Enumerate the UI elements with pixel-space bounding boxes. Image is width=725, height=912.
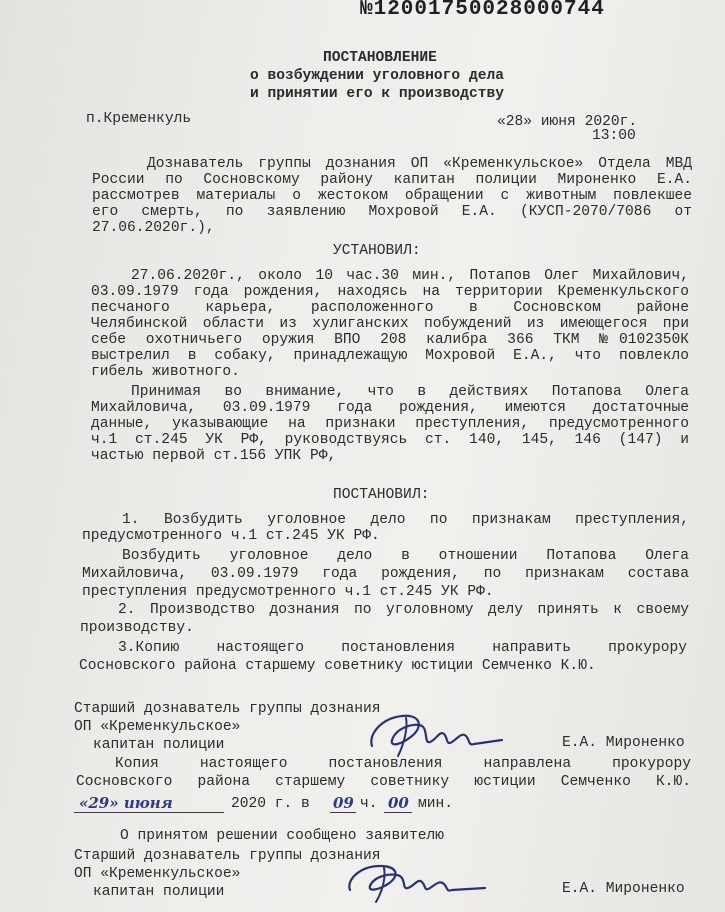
copy-hour-underline bbox=[330, 812, 356, 813]
resolved-line: 1. Возбудить уголовное дело по признакам преступления, bbox=[122, 512, 689, 528]
established-line: 03.09.1979 года рождения, находясь на территории Кременкульского bbox=[91, 284, 689, 300]
document-subtitle-1: о возбуждении уголовного дела bbox=[250, 68, 504, 84]
copy-note-line: Сосновского района старшему советнику юстиции Семченко К.Ю. bbox=[76, 774, 691, 790]
established-line: 27.06.2020г., около 10 час.30 мин., Потапов Олег Михайлович, bbox=[131, 268, 689, 284]
established-line: песчаного карьера, расположенного в Сосновском районе bbox=[91, 300, 689, 316]
time: 13:00 bbox=[592, 128, 636, 144]
resolved-line: Возбудить уголовное дело в отношении Потапова Олега bbox=[122, 548, 689, 564]
signer2-department: ОП «Кременкульское» bbox=[74, 866, 241, 882]
resolved-line: 2. Производство дознания по уголовному делу принять к своему bbox=[118, 602, 689, 618]
resolved-line: преступления предусмотренного ч.1 ст.245 УК РФ. bbox=[82, 584, 494, 600]
place: п.Кременкуль bbox=[86, 111, 192, 127]
intro-line: его смерть, по заявлению Мохровой Е.А. (КУСП-2070/7086 от bbox=[92, 204, 692, 220]
intro-line: 27.06.2020г.), bbox=[92, 220, 215, 236]
established-line: ч.1 ст.245 УК РФ, руководствуясь ст. 140, 145, 146 (147) и bbox=[91, 432, 689, 448]
notice-line: О принятом решении сообщено заявителю bbox=[120, 828, 445, 844]
established-line: Михайловича, 03.09.1979 года рождения, имеются достаточные bbox=[91, 400, 689, 416]
established-line: гибель животного. bbox=[91, 364, 240, 380]
established-heading: УСТАНОВИЛ: bbox=[333, 243, 421, 259]
copy-date-underline bbox=[74, 812, 224, 813]
date: «28» июня 2020г. bbox=[497, 114, 638, 130]
copy-date-handwritten: «29» июня bbox=[79, 794, 173, 812]
signer-position: Старший дознаватель группы дознания bbox=[74, 701, 381, 717]
case-number: №12001750028000744 bbox=[360, 0, 605, 21]
signer2-position: Старший дознаватель группы дознания bbox=[74, 848, 381, 864]
established-line: выстрелил в собаку, принадлежащую Мохровой Е.А., что повлекло bbox=[91, 348, 689, 364]
resolved-line: Сосновского района старшему советнику юстиции Семченко К.Ю. bbox=[79, 658, 596, 674]
signer-name: Е.А. Мироненко bbox=[562, 735, 685, 751]
intro-line: России по Сосновскому району капитан полиции Мироненко Е.А. bbox=[92, 172, 692, 188]
established-line: частью первой ст.156 УПК РФ, bbox=[91, 448, 337, 464]
intro-line: рассмотрев материалы о жестоком обращении с животным повлекшее bbox=[92, 188, 692, 204]
signer2-name: Е.А. Мироненко bbox=[562, 881, 685, 897]
established-line: Челябинской области из хулиганских побуждений из имеющегося при bbox=[91, 316, 689, 332]
resolved-line: Михайловича, 03.09.1979 года рождения, по признакам состава bbox=[82, 566, 689, 582]
copy-min-underline bbox=[384, 812, 412, 813]
resolved-line: 3.Копию настоящего постановления направить прокурору bbox=[118, 640, 687, 656]
signer2-rank: капитан полиции bbox=[93, 884, 225, 900]
copy-hour-handwritten: 09 bbox=[333, 794, 354, 812]
copy-year: 2020 г. в bbox=[231, 796, 310, 812]
intro-line: Дознаватель группы дознания ОП «Кременкульское» Отдела МВД bbox=[147, 156, 692, 172]
copy-note-line: Копия настоящего постановления направлена прокурору bbox=[115, 756, 691, 772]
established-line: Принимая во внимание, что в действиях Потапова Олега bbox=[131, 384, 689, 400]
signer-department: ОП «Кременкульское» bbox=[74, 719, 241, 735]
signer-rank: капитан полиции bbox=[93, 737, 225, 753]
established-line: себе охотничьего оружия ВПО 208 калибра 366 ТКМ №0102350К bbox=[91, 332, 689, 348]
resolved-heading: ПОСТАНОВИЛ: bbox=[333, 487, 430, 503]
signature-2 bbox=[340, 858, 490, 908]
signature-1 bbox=[362, 704, 512, 764]
resolved-line: производству. bbox=[80, 620, 194, 636]
copy-min-handwritten: 00 bbox=[388, 794, 409, 812]
established-line: данные, указывающие на признаки преступления, предусмотренного bbox=[91, 416, 689, 432]
copy-min-label: мин. bbox=[418, 796, 454, 812]
resolved-line: предусмотренного ч.1 ст.245 УК РФ. bbox=[82, 528, 380, 544]
document-subtitle-2: и принятии его к производству bbox=[250, 86, 504, 102]
copy-hour-label: ч. bbox=[360, 796, 378, 812]
document-title: ПОСТАНОВЛЕНИЕ bbox=[323, 50, 437, 66]
